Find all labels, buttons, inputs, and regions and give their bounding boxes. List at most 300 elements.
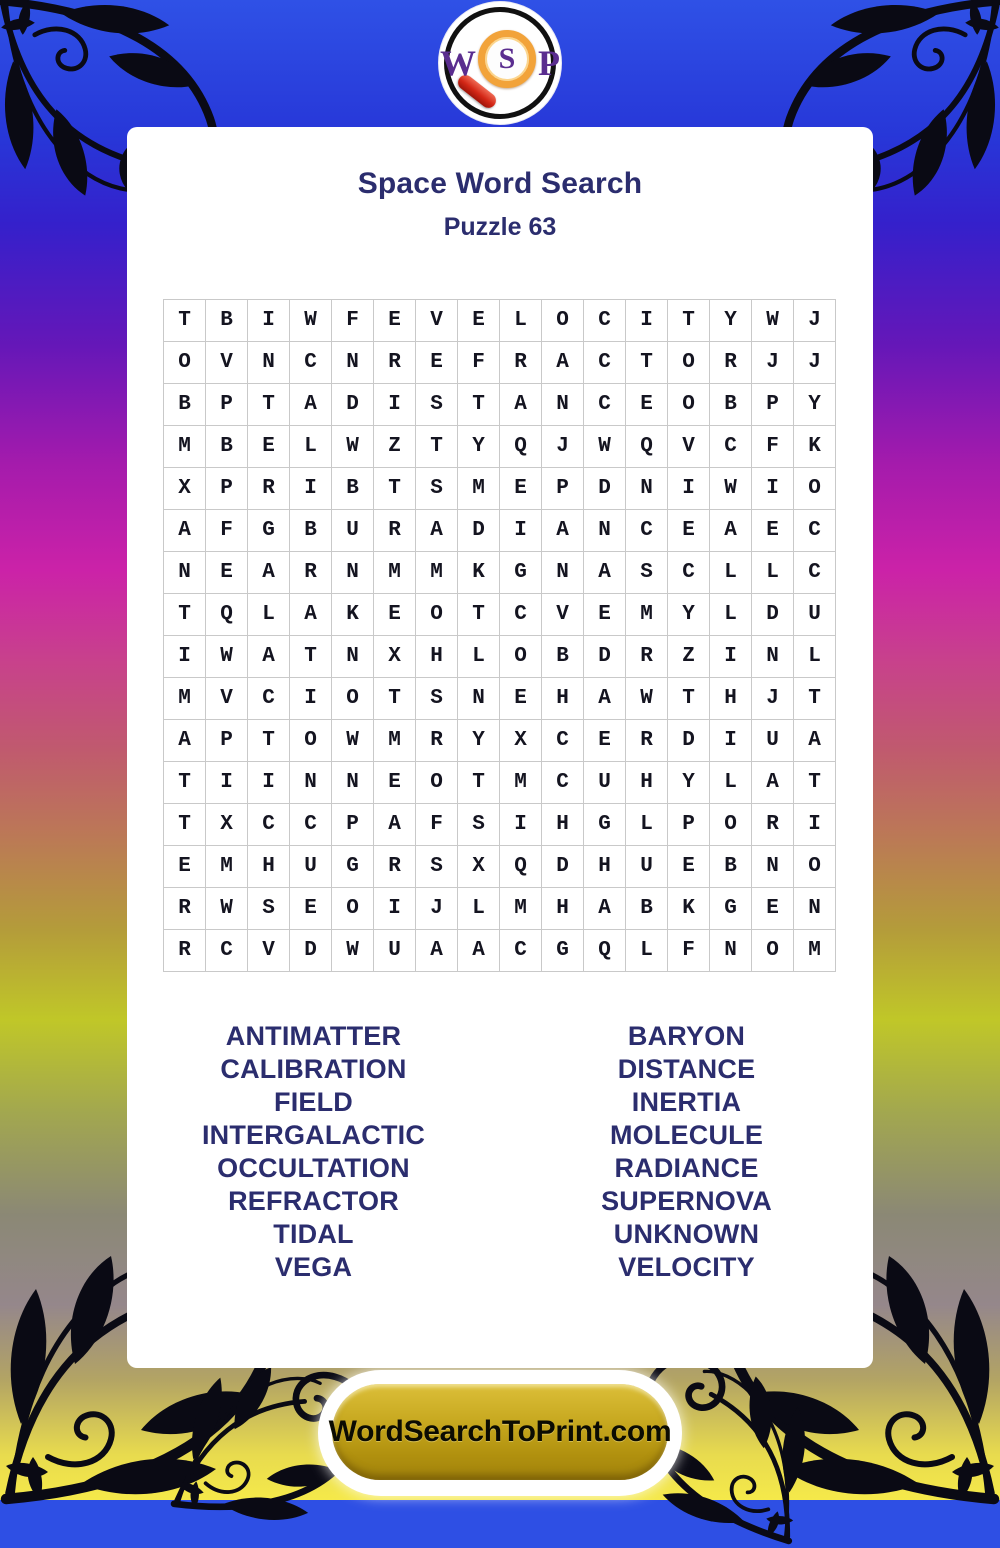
- grid-cell: K: [332, 594, 374, 636]
- grid-cell: X: [164, 468, 206, 510]
- grid-cell: M: [794, 930, 836, 972]
- grid-cell: O: [668, 384, 710, 426]
- grid-cell: I: [500, 804, 542, 846]
- grid-cell: I: [374, 888, 416, 930]
- grid-cell: A: [542, 510, 584, 552]
- grid-row: [164, 636, 836, 678]
- grid-cell: D: [584, 468, 626, 510]
- grid-cell: A: [458, 930, 500, 972]
- grid-row: [164, 342, 836, 384]
- grid-cell: T: [164, 762, 206, 804]
- grid-cell: O: [794, 846, 836, 888]
- grid-cell: N: [332, 342, 374, 384]
- grid-cell: E: [374, 762, 416, 804]
- word-list-item: VELOCITY: [618, 1252, 755, 1282]
- grid-cell: R: [500, 342, 542, 384]
- grid-cell: M: [626, 594, 668, 636]
- grid-cell: I: [794, 804, 836, 846]
- grid-cell: E: [668, 846, 710, 888]
- grid-cell: D: [542, 846, 584, 888]
- grid-cell: B: [164, 384, 206, 426]
- grid-cell: N: [290, 762, 332, 804]
- footer-button-glow: [318, 1370, 682, 1496]
- grid-cell: R: [290, 552, 332, 594]
- grid-cell: M: [374, 552, 416, 594]
- grid-cell: A: [290, 594, 332, 636]
- grid-cell: N: [752, 636, 794, 678]
- grid-cell: I: [290, 678, 332, 720]
- word-list-item: INERTIA: [631, 1087, 742, 1117]
- grid-cell: B: [332, 468, 374, 510]
- grid-row: [164, 426, 836, 468]
- word-list-item: VEGA: [274, 1252, 353, 1282]
- grid-cell: M: [458, 468, 500, 510]
- grid-cell: X: [374, 636, 416, 678]
- grid-cell: S: [626, 552, 668, 594]
- grid-cell: T: [458, 594, 500, 636]
- grid-cell: C: [584, 384, 626, 426]
- grid-cell: C: [542, 720, 584, 762]
- grid-cell: A: [584, 552, 626, 594]
- grid-cell: N: [458, 678, 500, 720]
- logo-letter-p: P: [538, 43, 560, 83]
- grid-row: [164, 888, 836, 930]
- grid-cell: C: [626, 510, 668, 552]
- grid-cell: Q: [206, 594, 248, 636]
- grid-cell: L: [290, 426, 332, 468]
- grid-cell: J: [752, 342, 794, 384]
- grid-cell: E: [584, 594, 626, 636]
- grid-cell: N: [164, 552, 206, 594]
- grid-cell: S: [416, 468, 458, 510]
- grid-cell: L: [458, 888, 500, 930]
- grid-cell: Y: [458, 720, 500, 762]
- grid-cell: E: [626, 384, 668, 426]
- grid-cell: N: [752, 846, 794, 888]
- word-list-right-column: [500, 1020, 873, 1284]
- word-list-item: INTERGALACTIC: [201, 1120, 426, 1150]
- grid-cell: F: [458, 342, 500, 384]
- grid-cell: T: [248, 720, 290, 762]
- grid-cell: E: [500, 678, 542, 720]
- grid-cell: X: [458, 846, 500, 888]
- grid-cell: R: [374, 846, 416, 888]
- grid-cell: P: [206, 384, 248, 426]
- grid-cell: K: [668, 888, 710, 930]
- word-list: [127, 1020, 873, 1284]
- grid-cell: I: [206, 762, 248, 804]
- page-title: Space Word Search: [357, 167, 643, 200]
- grid-cell: I: [668, 468, 710, 510]
- grid-cell: E: [206, 552, 248, 594]
- grid-row: [164, 720, 836, 762]
- grid-cell: D: [752, 594, 794, 636]
- puzzle-card: [127, 127, 873, 1368]
- grid-cell: T: [290, 636, 332, 678]
- word-list-item: OCCULTATION: [217, 1153, 410, 1183]
- grid-row: [164, 552, 836, 594]
- grid-cell: B: [542, 636, 584, 678]
- grid-cell: D: [290, 930, 332, 972]
- word-list-item: FIELD: [274, 1087, 353, 1117]
- grid-cell: W: [752, 300, 794, 342]
- grid-cell: I: [248, 300, 290, 342]
- grid-cell: U: [752, 720, 794, 762]
- grid-cell: W: [206, 636, 248, 678]
- grid-cell: F: [206, 510, 248, 552]
- grid-cell: O: [668, 342, 710, 384]
- grid-row: [164, 510, 836, 552]
- grid-row: [164, 930, 836, 972]
- grid-row: [164, 846, 836, 888]
- grid-cell: X: [206, 804, 248, 846]
- grid-cell: M: [500, 888, 542, 930]
- word-list-left-column: [127, 1020, 500, 1284]
- grid-cell: F: [332, 300, 374, 342]
- grid-cell: V: [206, 342, 248, 384]
- word-list-item: DISTANCE: [617, 1054, 756, 1084]
- grid-cell: C: [248, 678, 290, 720]
- grid-cell: A: [164, 510, 206, 552]
- grid-cell: T: [248, 384, 290, 426]
- grid-cell: I: [752, 468, 794, 510]
- grid-cell: T: [794, 678, 836, 720]
- grid-cell: N: [584, 510, 626, 552]
- grid-cell: O: [164, 342, 206, 384]
- grid-cell: G: [500, 552, 542, 594]
- grid-cell: R: [164, 930, 206, 972]
- grid-cell: B: [206, 300, 248, 342]
- grid-cell: O: [332, 678, 374, 720]
- grid-cell: U: [332, 510, 374, 552]
- grid-cell: Y: [710, 300, 752, 342]
- grid-cell: A: [248, 552, 290, 594]
- grid-cell: L: [710, 762, 752, 804]
- grid-cell: U: [794, 594, 836, 636]
- wordsearchtoprint-label: WordSearchToPrint.com: [328, 1415, 672, 1448]
- grid-cell: R: [164, 888, 206, 930]
- grid-cell: Y: [458, 426, 500, 468]
- grid-row: [164, 468, 836, 510]
- grid-cell: N: [332, 762, 374, 804]
- grid-cell: A: [752, 762, 794, 804]
- grid-cell: N: [626, 468, 668, 510]
- grid-cell: L: [248, 594, 290, 636]
- grid-cell: N: [248, 342, 290, 384]
- grid-cell: V: [248, 930, 290, 972]
- grid-cell: C: [794, 510, 836, 552]
- grid-cell: S: [416, 846, 458, 888]
- grid-cell: I: [248, 762, 290, 804]
- grid-cell: R: [248, 468, 290, 510]
- grid-cell: T: [164, 300, 206, 342]
- grid-cell: G: [710, 888, 752, 930]
- grid-cell: J: [542, 426, 584, 468]
- grid-row: [164, 762, 836, 804]
- grid-cell: A: [374, 804, 416, 846]
- grid-cell: A: [584, 678, 626, 720]
- grid-cell: E: [584, 720, 626, 762]
- grid-cell: E: [374, 300, 416, 342]
- magnifying-glass-icon: [478, 30, 536, 88]
- grid-cell: Q: [584, 930, 626, 972]
- grid-cell: Q: [626, 426, 668, 468]
- grid-cell: L: [458, 636, 500, 678]
- grid-cell: H: [584, 846, 626, 888]
- grid-cell: X: [500, 720, 542, 762]
- grid-cell: O: [710, 804, 752, 846]
- grid-cell: P: [206, 720, 248, 762]
- word-list-item: UNKNOWN: [613, 1219, 760, 1249]
- grid-cell: B: [710, 846, 752, 888]
- grid-cell: A: [542, 342, 584, 384]
- grid-cell: P: [752, 384, 794, 426]
- grid-row: [164, 594, 836, 636]
- grid-cell: D: [668, 720, 710, 762]
- word-list-item: MOLECULE: [609, 1120, 764, 1150]
- grid-row: [164, 804, 836, 846]
- grid-cell: U: [374, 930, 416, 972]
- wordsearchtoprint-button[interactable]: [328, 1384, 672, 1480]
- grid-cell: D: [458, 510, 500, 552]
- grid-cell: N: [332, 636, 374, 678]
- grid-cell: E: [668, 510, 710, 552]
- grid-cell: O: [542, 300, 584, 342]
- grid-cell: G: [332, 846, 374, 888]
- grid-cell: Q: [500, 426, 542, 468]
- grid-cell: Y: [668, 762, 710, 804]
- grid-cell: E: [458, 300, 500, 342]
- grid-cell: R: [626, 720, 668, 762]
- word-list-item: ANTIMATTER: [225, 1021, 402, 1051]
- grid-cell: C: [794, 552, 836, 594]
- grid-cell: S: [416, 384, 458, 426]
- grid-cell: F: [416, 804, 458, 846]
- grid-cell: P: [542, 468, 584, 510]
- grid-cell: F: [752, 426, 794, 468]
- grid-cell: N: [710, 930, 752, 972]
- puzzle-number: Puzzle 63: [443, 213, 557, 241]
- grid-cell: C: [542, 762, 584, 804]
- grid-cell: O: [500, 636, 542, 678]
- grid-cell: C: [206, 930, 248, 972]
- grid-cell: V: [206, 678, 248, 720]
- grid-cell: U: [290, 846, 332, 888]
- grid-cell: C: [500, 930, 542, 972]
- grid-cell: Y: [794, 384, 836, 426]
- word-list-item: SUPERNOVA: [601, 1186, 772, 1216]
- grid-cell: T: [626, 342, 668, 384]
- grid-cell: R: [416, 720, 458, 762]
- grid-cell: I: [626, 300, 668, 342]
- grid-cell: H: [248, 846, 290, 888]
- grid-cell: D: [584, 636, 626, 678]
- grid-cell: W: [626, 678, 668, 720]
- grid-cell: S: [248, 888, 290, 930]
- grid-cell: T: [374, 468, 416, 510]
- grid-cell: M: [164, 426, 206, 468]
- grid-cell: V: [542, 594, 584, 636]
- grid-cell: A: [500, 384, 542, 426]
- grid-cell: E: [416, 342, 458, 384]
- grid-cell: T: [458, 762, 500, 804]
- grid-cell: Y: [668, 594, 710, 636]
- logo-letter-s: S: [498, 42, 516, 75]
- grid-cell: N: [794, 888, 836, 930]
- grid-cell: H: [710, 678, 752, 720]
- grid-row: [164, 300, 836, 342]
- grid-cell: M: [500, 762, 542, 804]
- grid-cell: C: [500, 594, 542, 636]
- grid-cell: W: [332, 426, 374, 468]
- grid-cell: R: [626, 636, 668, 678]
- grid-cell: J: [752, 678, 794, 720]
- grid-cell: O: [794, 468, 836, 510]
- grid-cell: Q: [500, 846, 542, 888]
- grid-cell: S: [416, 678, 458, 720]
- grid-cell: T: [794, 762, 836, 804]
- grid-cell: T: [668, 678, 710, 720]
- grid-cell: U: [584, 762, 626, 804]
- grid-cell: S: [458, 804, 500, 846]
- grid-cell: T: [416, 426, 458, 468]
- grid-cell: A: [416, 930, 458, 972]
- grid-cell: L: [626, 804, 668, 846]
- logo-letter-w: W: [440, 43, 476, 83]
- grid-cell: C: [668, 552, 710, 594]
- grid-cell: P: [206, 468, 248, 510]
- grid-cell: E: [500, 468, 542, 510]
- grid-cell: E: [374, 594, 416, 636]
- grid-cell: B: [626, 888, 668, 930]
- grid-cell: V: [668, 426, 710, 468]
- grid-cell: J: [416, 888, 458, 930]
- grid-cell: R: [710, 342, 752, 384]
- grid-cell: J: [794, 342, 836, 384]
- grid-cell: L: [626, 930, 668, 972]
- word-list-item: REFRACTOR: [228, 1186, 399, 1216]
- grid-cell: E: [248, 426, 290, 468]
- grid-cell: T: [374, 678, 416, 720]
- grid-cell: O: [290, 720, 332, 762]
- grid-cell: C: [584, 342, 626, 384]
- grid-cell: W: [710, 468, 752, 510]
- grid-cell: P: [668, 804, 710, 846]
- grid-cell: C: [710, 426, 752, 468]
- word-list-item: BARYON: [627, 1021, 746, 1051]
- grid-cell: T: [164, 804, 206, 846]
- grid-cell: H: [542, 888, 584, 930]
- grid-cell: O: [416, 594, 458, 636]
- grid-cell: J: [794, 300, 836, 342]
- grid-cell: A: [584, 888, 626, 930]
- grid-cell: H: [542, 678, 584, 720]
- grid-cell: A: [416, 510, 458, 552]
- grid-cell: G: [248, 510, 290, 552]
- grid-cell: A: [248, 636, 290, 678]
- grid-cell: H: [626, 762, 668, 804]
- word-list-item: RADIANCE: [614, 1153, 759, 1183]
- grid-cell: R: [374, 342, 416, 384]
- grid-cell: T: [668, 300, 710, 342]
- grid-cell: P: [332, 804, 374, 846]
- grid-cell: C: [248, 804, 290, 846]
- grid-cell: I: [374, 384, 416, 426]
- grid-cell: C: [290, 342, 332, 384]
- grid-cell: C: [290, 804, 332, 846]
- grid-cell: W: [332, 720, 374, 762]
- grid-cell: V: [416, 300, 458, 342]
- grid-cell: T: [164, 594, 206, 636]
- grid-cell: L: [710, 552, 752, 594]
- grid-cell: H: [542, 804, 584, 846]
- grid-cell: D: [332, 384, 374, 426]
- grid-cell: N: [332, 552, 374, 594]
- grid-cell: L: [752, 552, 794, 594]
- grid-cell: L: [710, 594, 752, 636]
- grid-cell: A: [290, 384, 332, 426]
- grid-row: [164, 678, 836, 720]
- grid-cell: E: [290, 888, 332, 930]
- grid-cell: A: [710, 510, 752, 552]
- grid-cell: B: [710, 384, 752, 426]
- grid-cell: T: [458, 384, 500, 426]
- grid-cell: C: [584, 300, 626, 342]
- grid-cell: W: [584, 426, 626, 468]
- grid-cell: L: [500, 300, 542, 342]
- grid-cell: R: [374, 510, 416, 552]
- grid-cell: E: [752, 888, 794, 930]
- grid-cell: O: [752, 930, 794, 972]
- grid-cell: I: [164, 636, 206, 678]
- grid-cell: O: [332, 888, 374, 930]
- grid-cell: M: [416, 552, 458, 594]
- grid-cell: I: [710, 720, 752, 762]
- grid-cell: L: [794, 636, 836, 678]
- grid-cell: M: [164, 678, 206, 720]
- grid-cell: I: [710, 636, 752, 678]
- grid-cell: N: [542, 384, 584, 426]
- grid-cell: Z: [374, 426, 416, 468]
- grid-cell: U: [626, 846, 668, 888]
- grid-cell: B: [290, 510, 332, 552]
- grid-cell: Z: [668, 636, 710, 678]
- grid-cell: H: [416, 636, 458, 678]
- grid-cell: G: [584, 804, 626, 846]
- grid-cell: E: [164, 846, 206, 888]
- grid-cell: A: [164, 720, 206, 762]
- grid-cell: M: [374, 720, 416, 762]
- grid-cell: W: [206, 888, 248, 930]
- grid-cell: A: [794, 720, 836, 762]
- grid-cell: I: [290, 468, 332, 510]
- grid-cell: K: [794, 426, 836, 468]
- grid-cell: N: [542, 552, 584, 594]
- grid-cell: I: [500, 510, 542, 552]
- grid-cell: W: [332, 930, 374, 972]
- grid-cell: B: [206, 426, 248, 468]
- word-list-item: TIDAL: [273, 1219, 354, 1249]
- grid-cell: E: [752, 510, 794, 552]
- grid-cell: K: [458, 552, 500, 594]
- grid-row: [164, 384, 836, 426]
- grid-cell: F: [668, 930, 710, 972]
- grid-cell: G: [542, 930, 584, 972]
- grid-cell: O: [416, 762, 458, 804]
- grid-cell: W: [290, 300, 332, 342]
- grid-cell: M: [206, 846, 248, 888]
- wsp-logo: [439, 2, 561, 124]
